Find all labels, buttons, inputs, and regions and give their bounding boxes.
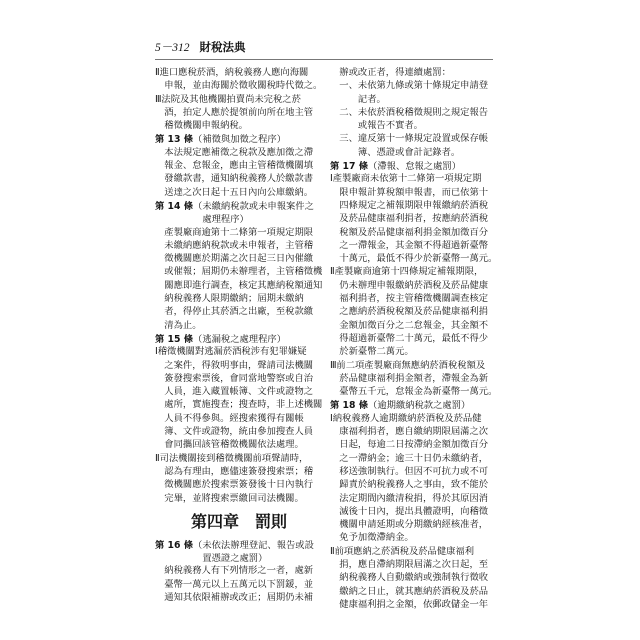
text-line: Ⅲ前二項產製廠商無應納菸酒稅稅額及 bbox=[330, 360, 486, 371]
article-heading bbox=[330, 399, 498, 412]
paragraph bbox=[155, 94, 323, 134]
text-line: 發繳款書，通知納稅義務人於繳款書 bbox=[164, 174, 314, 185]
text-line: 產製廠商逾第十二條第一項規定期限 bbox=[164, 227, 314, 238]
text-line: 十萬元，最低不得少於新臺幣一萬元。 bbox=[339, 254, 498, 265]
text-line: 記者。 bbox=[357, 94, 386, 105]
text-line: 徵機關應於期滿之次日起三日內催繳 bbox=[164, 254, 314, 265]
text-line: 人員，進入藏置帳簿、文件或證物之 bbox=[164, 387, 314, 398]
paragraph bbox=[155, 227, 323, 333]
text-line: 二、未依菸酒稅稽徵規則之規定報告 bbox=[339, 107, 489, 118]
text-line: 簽發搜索票後，會同當地警察或自治 bbox=[164, 373, 314, 384]
article-number: 第 17 條 bbox=[330, 161, 369, 173]
article-number: 第 18 條 bbox=[330, 400, 369, 412]
text-line: 之一滯報金，其金額不得超過新臺幣 bbox=[339, 240, 489, 251]
caption-line: （補徵與加徵之程序） bbox=[193, 134, 286, 146]
text-line: 法定期間內繳清稅捐，得於其原因消 bbox=[339, 493, 489, 504]
article-caption bbox=[193, 539, 314, 566]
text-line: Ⅱ進口應稅菸酒，納稅義務人應向海關 bbox=[155, 68, 309, 78]
article-caption bbox=[368, 399, 470, 412]
text-line: 機關申請延期或分期繳納經核准者， bbox=[339, 520, 489, 531]
text-line: 金額加徵百分之二怠報金，其金額不 bbox=[339, 320, 489, 331]
paragraph bbox=[330, 67, 498, 80]
chapter-heading: 第四章 罰則 bbox=[190, 511, 287, 531]
text-line: 納稅義務人限期繳納；屆期未繳納 bbox=[164, 294, 304, 305]
text-line: 報金、怠報金，應由主管稽徵機關填 bbox=[164, 161, 314, 172]
text-line: 徵機關應於搜索票簽發後十日內執行 bbox=[164, 480, 314, 491]
text-line: 稅額及菸品健康福利捐金額加徵百分 bbox=[339, 227, 489, 238]
article-heading bbox=[155, 333, 323, 346]
text-line: Ⅱ產製廠商逾第十四條規定補報期限， bbox=[330, 267, 484, 278]
text-line: 捐，應自滯納期限屆滿之次日起，至 bbox=[339, 559, 489, 570]
right-column bbox=[330, 67, 498, 612]
text-line: 申報，並由海關於徵收關稅時代徵之。 bbox=[164, 81, 323, 92]
article-number: 第 16 條 bbox=[155, 539, 194, 551]
caption-line: （滯報、怠報之處罰） bbox=[368, 161, 461, 173]
article-caption bbox=[193, 333, 286, 346]
text-line: 福利捐者，按主管稽徵機關調查核定 bbox=[339, 294, 489, 305]
text-line: 三、違反第十一條規定設置或保存帳 bbox=[339, 134, 489, 145]
text-line: 於新臺幣二萬元。 bbox=[339, 347, 414, 358]
text-line: 移送強制執行。但因不可抗力或不可 bbox=[339, 466, 489, 477]
text-line: 簿、憑證或會計記錄者。 bbox=[357, 147, 461, 158]
caption-line: （未繳納稅款或未申報案件之 bbox=[193, 200, 314, 212]
running-header bbox=[155, 40, 246, 55]
text-line: 未繳納應納稅款或未申報者，主管稽 bbox=[164, 240, 314, 251]
text-line: 繳納之日止，就其應納菸酒稅及菸品 bbox=[339, 586, 489, 597]
text-line: 之應納菸酒稅稅額及菸品健康福利捐 bbox=[339, 307, 489, 318]
page-number: 5－312 bbox=[155, 42, 190, 54]
paragraph bbox=[330, 173, 498, 266]
text-line: 者，得停止其菸酒之出廠，至稅款繳 bbox=[164, 307, 314, 318]
text-line: 辦或改正者，得連續處罰： bbox=[339, 68, 451, 78]
text-line: 臺幣五千元，怠報金為新臺幣一萬元。 bbox=[339, 387, 498, 398]
article-number: 第 14 條 bbox=[155, 200, 194, 212]
text-line: 之案件，得敘明事由，聲請司法機關 bbox=[164, 360, 314, 371]
text-line: 仍未辦理申報繳納菸酒稅及菸品健康 bbox=[339, 280, 489, 291]
text-line: 康福利捐者，應自繳納期限屆滿之次 bbox=[339, 427, 489, 438]
text-line: 完畢，並將搜索票繳回司法機關。 bbox=[164, 493, 304, 504]
paragraph bbox=[330, 360, 498, 400]
text-line: 關應即進行調查，核定其應納稅額通知 bbox=[164, 280, 323, 291]
list-item bbox=[330, 133, 498, 160]
text-line: Ⅰ產製廠商未依第十二條第一項規定期 bbox=[330, 174, 482, 185]
text-line: 酒，拍定人應於提領前向所在地主管 bbox=[164, 107, 314, 118]
text-line: 納稅義務人有下列情形之一者，處新 bbox=[164, 566, 314, 577]
text-line: 清為止。 bbox=[164, 320, 202, 331]
text-line: 四條規定之補報期限申報繳納菸酒稅 bbox=[339, 200, 489, 211]
list-item bbox=[330, 107, 498, 134]
text-line: 通知其依限補辦或改正；屆期仍未補 bbox=[164, 592, 314, 603]
text-line: 或催報；屆期仍未辦理者，主管稽徵機 bbox=[164, 267, 323, 278]
text-line: 一、未依第九條或第十條規定申請登 bbox=[339, 81, 489, 92]
paragraph bbox=[330, 413, 498, 546]
article-caption bbox=[193, 133, 286, 146]
caption-line: （未依法辦理登記、報告或設 bbox=[193, 539, 314, 551]
text-line: Ⅱ前項應納之菸酒稅及菸品健康福利 bbox=[330, 546, 475, 557]
paragraph bbox=[330, 546, 498, 612]
text-line: Ⅲ法院及其他機關拍賣尚未完稅之菸 bbox=[155, 94, 301, 105]
text-line: 本法規定應補徵之稅款及應加徵之滯 bbox=[164, 147, 314, 158]
text-line: 送達之次日起十五日內向公庫繳納。 bbox=[164, 187, 314, 198]
caption-line: （逾期繳納稅款之處罰） bbox=[368, 400, 471, 412]
text-line: 簿、文件或證物，統由參加搜查人員 bbox=[164, 427, 314, 438]
paragraph bbox=[155, 67, 323, 94]
article-heading bbox=[155, 133, 323, 146]
text-line: Ⅱ司法機關接到稽徵機關前項聲請時， bbox=[155, 453, 309, 464]
text-line: 認為有理由，應儘速簽發搜索票；稽 bbox=[164, 466, 314, 477]
paragraph bbox=[155, 346, 323, 452]
text-line: 及菸品健康福利捐者，按應納菸酒稅 bbox=[339, 214, 489, 225]
text-line: 會同攜回該管稽徵機關依法處理。 bbox=[164, 440, 304, 451]
article-heading bbox=[155, 200, 323, 227]
text-line: 免予加徵滯納金。 bbox=[339, 533, 414, 544]
text-line: 臺幣一萬元以上五萬元以下罰鍰，並 bbox=[164, 579, 314, 590]
paragraph bbox=[155, 147, 323, 200]
header-rule bbox=[155, 59, 493, 60]
article-heading bbox=[330, 160, 498, 173]
text-line: 之一滯納金；逾三十日仍未繳納者， bbox=[339, 453, 489, 464]
article-number: 第 15 條 bbox=[155, 333, 194, 345]
article-caption bbox=[368, 160, 461, 173]
caption-line: 置憑證之處罰） bbox=[202, 553, 268, 565]
text-line: 處所，實施搜查；搜查時，非上述機關 bbox=[164, 400, 323, 411]
text-line: Ⅰ稽徵機關對逃漏菸酒稅涉有犯罪嫌疑 bbox=[155, 347, 307, 358]
text-line: Ⅰ納稅義務人逾期繳納菸酒稅及菸品健 bbox=[330, 413, 482, 424]
text-line: 人員不得參與。經搜索獲得有關帳 bbox=[164, 413, 304, 424]
left-column bbox=[155, 67, 323, 605]
caption-line: 處理程序） bbox=[202, 214, 249, 226]
text-line: 納稅義務人自動繳納或強制執行徵收 bbox=[339, 573, 489, 584]
text-line: 健康福利捐之金額，依郵政儲金一年 bbox=[339, 599, 489, 610]
text-line: 歸責於納稅義務人之事由，致不能於 bbox=[339, 480, 489, 491]
text-line: 得超過新臺幣二十萬元，最低不得少 bbox=[339, 333, 489, 344]
paragraph bbox=[155, 453, 323, 506]
caption-line: （逃漏稅之處理程序） bbox=[193, 333, 286, 345]
text-line: 或報告不實者。 bbox=[357, 121, 423, 132]
text-line: 限申報計算稅額申報書，而已依第十 bbox=[339, 187, 489, 198]
text-line: 滅後十日內，提出具體證明，向稽徵 bbox=[339, 506, 489, 517]
text-line: 日起，每逾二日按滯納金額加徵百分 bbox=[339, 440, 489, 451]
text-line: 稽徵機關申報納稅。 bbox=[164, 121, 248, 132]
article-caption bbox=[193, 200, 314, 227]
list-item bbox=[330, 80, 498, 107]
text-line: 菸品健康福利捐金額者，滯報金為新 bbox=[339, 373, 489, 384]
article-heading bbox=[155, 539, 323, 566]
paragraph bbox=[330, 266, 498, 359]
book-title: 財稅法典 bbox=[199, 40, 246, 54]
paragraph bbox=[155, 565, 323, 605]
article-number: 第 13 條 bbox=[155, 134, 194, 146]
